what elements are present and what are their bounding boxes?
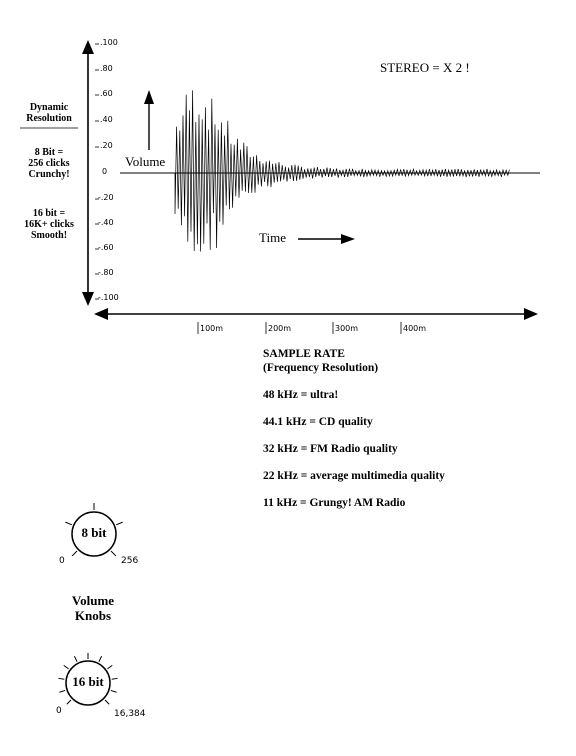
knob-tick	[99, 656, 102, 661]
x-tick-label: 300m	[335, 324, 359, 333]
knob-tick	[116, 522, 122, 525]
y-tick-label: .100	[100, 38, 118, 47]
dynamic-resolution-heading	[20, 102, 78, 124]
x-tick-label: 400m	[403, 324, 427, 333]
y-axis-arrow-down	[82, 292, 94, 306]
knobs-caption-line1: Volume	[71, 593, 115, 608]
knob-8bit-min: 0	[59, 556, 65, 566]
knob-tick	[59, 690, 65, 692]
knob-tick	[67, 700, 71, 704]
sample-rate-item: 22 kHz = average multimedia quality	[263, 470, 445, 482]
y-tick-label: -.60	[98, 243, 114, 252]
y-tick-label: -.40	[98, 218, 114, 227]
knob-tick	[58, 678, 64, 679]
x-tick-marks	[198, 322, 401, 334]
y-tick-label: .60	[100, 89, 113, 98]
x-axis-arrow-left	[94, 308, 108, 320]
dynamic-heading-line2: Resolution	[26, 113, 72, 124]
y-tick-marks	[95, 44, 99, 299]
bit16-line1: 16 bit =	[32, 208, 66, 219]
volume-label: Volume	[125, 154, 166, 169]
bit16-line3: Smooth!	[30, 230, 68, 241]
dynamic-heading-line1: Dynamic	[29, 102, 69, 113]
sample-rate-title: SAMPLE RATE	[263, 348, 345, 360]
bit8-line3: Crunchy!	[28, 169, 70, 180]
knob-tick	[107, 665, 112, 669]
knobs-caption	[58, 593, 128, 623]
knob-16bit-min: 0	[56, 706, 62, 716]
y-tick-label: -.100	[98, 293, 119, 302]
bit8-note	[20, 147, 78, 180]
y-tick-label: -.20	[98, 193, 114, 202]
x-axis-arrow-right	[524, 308, 538, 320]
sample-rate-item: 48 kHz = ultra!	[263, 389, 339, 401]
stereo-note: STEREO = X 2 !	[380, 60, 470, 75]
bit8-line1: 8 Bit =	[34, 147, 64, 158]
knob-tick	[111, 690, 117, 692]
volume-arrow-head	[144, 90, 154, 104]
knob-16bit-max: 16,384	[114, 709, 146, 719]
knob-8bit-label: 8 bit	[81, 525, 107, 540]
knob-tick	[105, 700, 109, 704]
y-tick-label: .80	[100, 64, 113, 73]
time-arrow-head	[341, 234, 355, 244]
bit16-note	[20, 208, 78, 241]
y-tick-label: -.80	[98, 268, 114, 277]
sample-rate-subtitle: (Frequency Resolution)	[263, 362, 379, 374]
knob-tick	[65, 522, 71, 525]
sample-rate-list	[263, 389, 445, 524]
knob-8bit-max: 256	[121, 556, 139, 566]
sample-rate-heading	[263, 347, 378, 375]
time-label: Time	[259, 230, 286, 245]
audio-waveform	[175, 90, 509, 251]
y-tick-label: .40	[100, 115, 113, 124]
y-tick-label: 0	[102, 167, 108, 176]
knob-tick	[111, 551, 116, 556]
bit16-line2: 16K+ clicks	[24, 219, 74, 230]
x-tick-label: 100m	[200, 324, 224, 333]
bit8-line2: 256 clicks	[28, 158, 70, 169]
knob-16bit-label: 16 bit	[72, 674, 104, 689]
knobs-caption-line2: Knobs	[74, 608, 112, 623]
sample-rate-item: 44.1 kHz = CD quality	[263, 416, 373, 428]
knob-tick	[72, 551, 77, 556]
sample-rate-item: 11 kHz = Grungy! AM Radio	[263, 497, 406, 509]
knob-tick	[74, 656, 77, 661]
sample-rate-item: 32 kHz = FM Radio quality	[263, 443, 398, 455]
y-tick-label: .20	[100, 141, 113, 150]
x-tick-label: 200m	[268, 324, 292, 333]
knob-tick	[112, 678, 118, 679]
y-axis-arrow-up	[82, 40, 94, 54]
knob-tick	[64, 665, 69, 669]
